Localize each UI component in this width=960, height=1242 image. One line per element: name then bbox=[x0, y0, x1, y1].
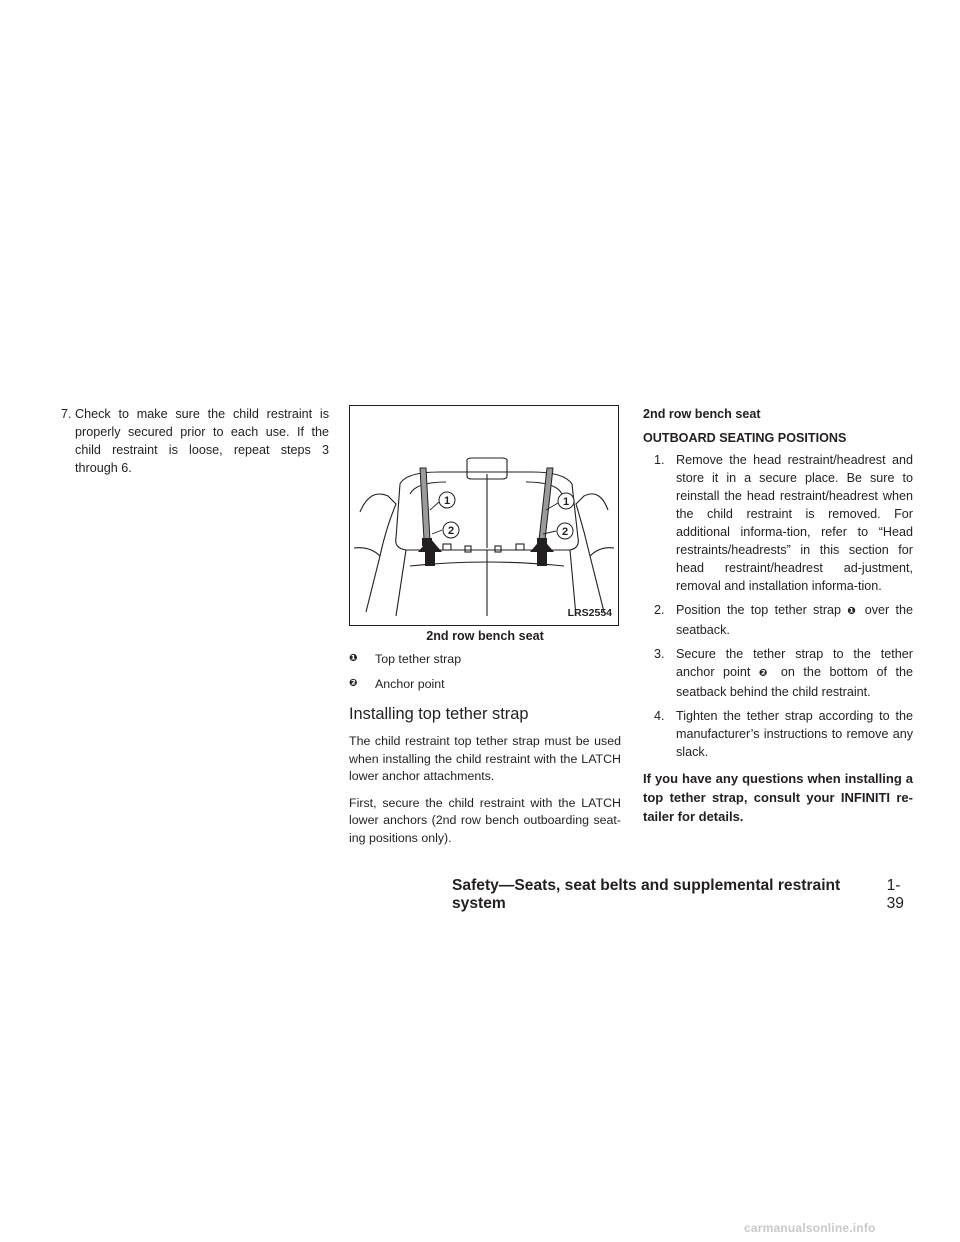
callout-ref: ❷ bbox=[758, 668, 773, 679]
callout-label: 1 bbox=[443, 495, 451, 507]
step-7 bbox=[61, 405, 329, 477]
legend-item bbox=[349, 674, 621, 693]
step-number: 1. bbox=[654, 453, 665, 467]
page-number: 1-39 bbox=[886, 877, 904, 912]
list-item bbox=[643, 645, 913, 701]
callout-ref: ❶ bbox=[847, 606, 859, 617]
final-note: If you have any questions when installing a top tether strap, consult your INFINITI re-tailer for details. bbox=[643, 771, 913, 824]
list-item bbox=[643, 451, 913, 595]
step-text: Check to make sure the child restraint is properly secured prior to each use. If the child restraint is loose, repeat steps 3 through 6. bbox=[75, 407, 329, 475]
list-item bbox=[643, 601, 913, 639]
column-subheading: OUTBOARD SEATING POSITIONS bbox=[643, 431, 847, 445]
step-text: Tighten the tether strap according to the manufacturer’s instructions to remove any slack. bbox=[676, 709, 913, 759]
step-text: Secure the tether strap to the tether anchor point ❷ on the bottom of the seatback behind the child restraint. bbox=[676, 647, 914, 699]
legend-number: ❶ bbox=[349, 653, 358, 664]
paragraph: First, secure the child restraint with the LATCH lower anchors (2nd row bench outboarding seat-ing positions only). bbox=[349, 795, 621, 845]
column-heading: 2nd row bench seat bbox=[643, 407, 761, 421]
paragraph: The child restraint top tether strap must be used when installing the child restraint with the LATCH lower anchor attachments. bbox=[349, 734, 621, 784]
seat-illustration bbox=[349, 405, 619, 626]
step-text: Remove the head restraint/headrest and store it in a secure place. Be sure to reinstall the head restraint/headrest when the child restraint is removed. For additional informa-tion, refer to “Head restraints/headrests” in this section for head restraint/headrest ad-justment, removal and installation informa-tion. bbox=[676, 453, 913, 593]
bench-seat-drawing bbox=[350, 406, 618, 625]
step-number: 4. bbox=[654, 709, 665, 723]
step-number: 2. bbox=[654, 603, 665, 617]
list-item bbox=[643, 707, 913, 761]
step-number: 7. bbox=[61, 407, 72, 421]
legend-label: Anchor point bbox=[375, 676, 445, 691]
legend-label: Top tether strap bbox=[375, 651, 462, 666]
section-title: Installing top tether strap bbox=[349, 705, 529, 723]
page-footer bbox=[452, 877, 916, 913]
step-number: 3. bbox=[654, 647, 665, 661]
footer-section: Safety—Seats, seat belts and supplemental restraint system bbox=[452, 877, 841, 912]
figure-column bbox=[349, 405, 621, 857]
step-list bbox=[643, 451, 913, 761]
figure-code: LRS2554 bbox=[567, 607, 612, 619]
callout-label: 2 bbox=[447, 525, 455, 537]
step-text: Position the top tether strap ❶ over the seatback. bbox=[676, 603, 913, 637]
watermark: carmanualsonline.info bbox=[744, 1221, 876, 1235]
instructions-column bbox=[643, 405, 913, 826]
callout-label: 1 bbox=[562, 496, 570, 508]
legend-item bbox=[349, 649, 621, 668]
legend-number: ❷ bbox=[349, 678, 358, 689]
figure-caption: 2nd row bench seat bbox=[426, 629, 544, 643]
callout-label: 2 bbox=[561, 526, 569, 538]
